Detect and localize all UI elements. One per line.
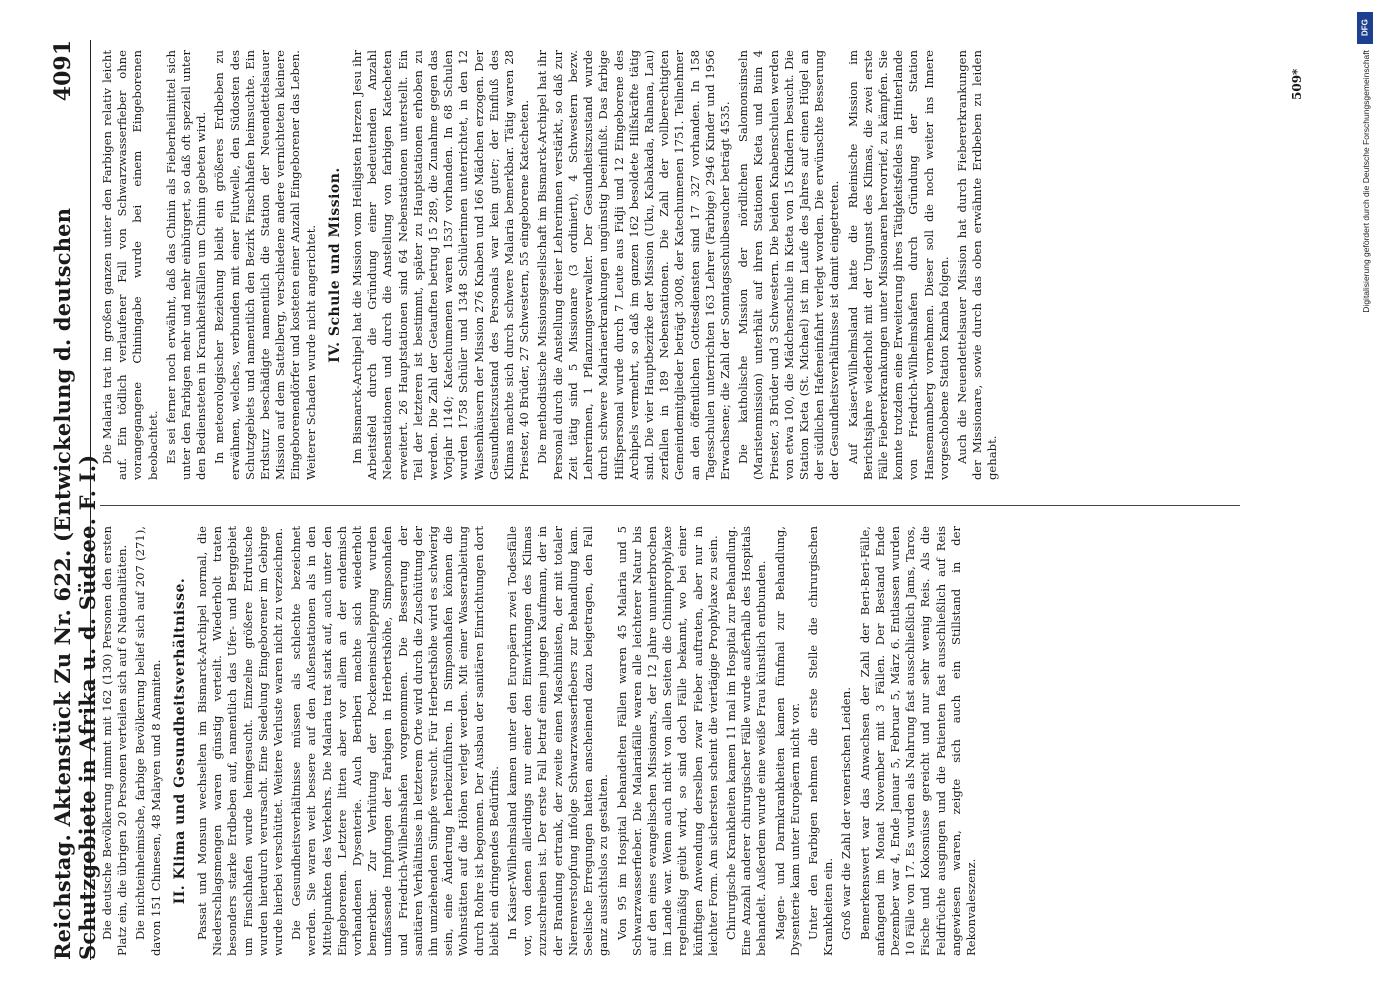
paragraph: Bemerkenswert war das Anwachsen der Zahl der Beri-Beri-Fälle, anfangend im Monat November mit 3 Fällen. Der Bestand Ende Dezember war 4, Ende Januar 5, Februar 5, März 6. Entlassen wurden 10 Fälle von 17. Es wurden als Nahrung fast ausschließlich Jams, Taros, Fische und Kokosnüsse gereicht und nur sehr wenig Reis. Als die Feldfrüchte ausgingen und die Patienten fast ausschließlich auf Reis angewiesen waren, zeigte sich auch ein Stillstand in der Rekonvaleszenz.: [857, 526, 978, 956]
signature-mark: 509*: [1290, 68, 1304, 100]
paragraph: Die deutsche Bevölkerung nimmt mit 162 (130) Personen den ersten Platz ein, die übrigen 20 Personen verteilen sich auf 6 Nationalitäten.: [100, 526, 130, 956]
paragraph: Groß war die Zahl der venerischen Leiden.: [839, 687, 854, 940]
paragraph: In meteorologischer Beziehung bleibt ein größeres Erdbeben zu erwähnen, welches, verbunden mit einer Flutwelle, den Südosten des Schutzgebiets und namentlich den Bezirk Finschhafen heimsuchte. Ein Erdsturz beschädigte namentlich die Station der Neuendettelsauer Mission auf dem Sattelberg, verschiedene andere vernichteten kleinere Eingeborenendörfer und kosteten einer Anzahl Eingeborener das Leben. Weiterer Schaden wurde nicht angerichtet.: [212, 50, 318, 480]
section-title: IV. Schule und Mission.: [326, 167, 343, 363]
paragraph: Die Gesundheitsverhältnisse müssen als schlechte bezeichnet werden. Sie waren weit bessere auf den Außenstationen als in den Mittelpunkten des Verkehrs. Die Malaria trat stark auf, auch unter den Eingeborenen. Letztere litten aber vor allem an der endemisch vorhandenen Dysenterie. Auch Beriberi machte sich wiederholt bemerkbar. Zur Verhütung der Pockeneinschleppung wurden umfassende Impfungen der Farbigen in Herbertshöhe, Simpsonhafen und Friedrich-Wilhelmshafen vorgenommen. Die Besserung der sanitären Verhältnisse in letzterem Orte wird durch die Zuschüttung der ihn umziehenden Sümpfe versucht. Für Herbertshöhe wird es schwierig sein, eine Änderung herbeizuführen. In Simpsonhafen können die Wohnstätten auf die Höhen verlegt werden. Mit einer Wasserableitung durch Rohre ist begonnen. Der Ausbau der sanitären Einrichtungen dort bleibt ein dringendes Bedürfnis.: [289, 526, 501, 956]
paragraph: Magen- und Darmkrankheiten kamen fünfmal zur Behandlung, Dysenterie kam unter Europäern nicht vor.: [772, 526, 802, 956]
paragraph: Passat und Monsun wechselten im Bismarck-Archipel normal, die Niederschlagsmengen waren günstig verteilt. Wiederholt traten besonders starke Erdbeben auf, namentlich das Ufer- und Berggebiet um Finschhafen wurde heimgesucht. Einzelne größere Erdrutsche wurden hierdurch verursacht. Eine Siedelung Eingeborener im Gebirge wurde hierbei verschüttet. Weitere Verluste waren nicht zu verzeichnen.: [195, 526, 286, 956]
dfg-credit: Digitalisierung gefördert durch die Deutsche Forschungsgemeinschaft: [1361, 50, 1371, 313]
paragraph: Die methodistische Missionsgesellschaft im Bismarck-Archipel hat ihr Personal durch die Anstellung dreier Lehrerinnen verstärkt, so daß zur Zeit tätig sind 5 Missionare (3 ordiniert), 4 Schwestern bezw. Lehrerinnen, 1 Pflanzungsverwalter. Der Gesundheitszustand wurde durch schwere Malariaerkrankungen ungünstig beeinflußt. Das farbige Hilfspersonal wurde durch 7 Leute aus Fidji und 12 Eingeborene des Archipels vermehrt, so daß im ganzen 162 besoldete Hilfskräfte tätig sind. Die vier Hauptbezirke der Mission (Uku, Kabakada, Ralnana, Lau) zerfallen in 189 Nebenstationen. Die Zahl der vollberechtigten Gemeindemitglieder beträgt 3008, der Katechumenen 1751. Teilnehmer an den öffentlichen Gottesdiensten sind 17 327 vorhanden. In 158 Tagesschulen unterrichten 163 Lehrer (Farbige) 2946 Kinder und 1956 Erwachsene; die Zahl der Sonntagsschulbesucher beträgt 4535.: [535, 50, 732, 480]
paragraph: Chirurgische Krankheiten kamen 11 mal im Hospital zur Behandlung. Eine Anzahl anderer chirurgischer Fälle wurde außerhalb des Hospitals behandelt. Außerdem wurde eine weiße Frau künstlich entbunden.: [723, 526, 769, 956]
dfg-sidebar: [1351, 6, 1377, 996]
dfg-logo: DFG: [1357, 12, 1373, 44]
page-number: 4091: [50, 40, 76, 102]
column-divider: [100, 505, 1240, 506]
header-title: Reichstag. Aktenstück Zu Nr. 622. (Entwickelung d. deutschen Schutzgebiete in Afrika u. d. Südsee. F. I.): [50, 207, 100, 960]
paragraph: Unter den Farbigen nehmen die erste Stelle die chirurgischen Krankheiten ein.: [805, 526, 836, 956]
paragraph: Die nichteinheimische, farbige Bevölkerung belief sich auf 207 (271), davon 151 Chinesen, 48 Malayen und 8 Anamiten.: [133, 526, 163, 956]
paragraph: Auf Kaiser-Wilhelmsland hatte die Rheinische Mission im Berichtsjahre wiederholt mit der Ungunst des Klimas, die zwei erste Fälle Fiebererkrankungen unter Missionaren hervorrief, zu kämpfen. Sie konnte trotzdem eine Erweiterung ihres Tätigkeitsfeldes im Hinterlande von Friedrich-Wilhelmshafen durch Gründung der Station Hansemannberg vornehmen. Dieser soll die noch weiter ins Innere vorgeschobene Station Kamba folgen.: [845, 50, 951, 480]
paragraph: Die katholische Mission der nördlichen Salomonsinseln (Maristenmission) unterhält auf ihren Stationen Kieta und Buin 4 Priester, 3 Brüder und 3 Schwestern. Die beiden Knabenschulen werden von etwa 100, die Mädchenschule in Kieta von 15 Kindern besucht. Die Station Kieta (St. Michael) ist im Laufe des Jahres auf einen Hügel an der südlichen Hafeneinfahrt verlegt worden. Die erwünschte Besserung der Gesundheitsverhältnisse ist damit eingetreten.: [736, 50, 842, 480]
left-column: [100, 526, 1280, 956]
paragraph: Die Malaria trat im großen ganzen unter den Farbigen relativ leicht auf. Ein tödlich verlaufener Fall von Schwarzwasserfieber ohne vorangegangene Chiningabe wurde bei einem Eingeborenen beobachtet.: [100, 50, 160, 480]
paragraph: In Kaiser-Wilhelmsland kamen unter den Europäern zwei Todesfälle vor, von denen allerdings nur einer den Einwirkungen des Klimas zuzuschreiben ist. Der erste Fall betraf einen jungen Kaufmann, der in der Brandung ertrank, der zweite einen Maschinisten, der mit totaler Nierenverstopfung infolge Schwarzwasserfiebers zur Behandlung kam. Seelische Erregungen hatten anscheinend dazu beigetragen, den Fall ganz aussichtslos zu gestalten.: [505, 526, 611, 956]
paragraph: Von 95 im Hospital behandelten Fällen waren 45 Malaria und 5 Schwarzwasserfieber. Die Malariafälle waren alle leichterer Natur bis auf den eines evangelischen Missionars, der 12 Jahre ununterbrochen im Lande war. Wenn auch nicht von allen Seiten die Chininprophylaxe regelmäßig geübt wird, so sind doch Fälle bekannt, wo bei einer künftigen Anwendung derselben zwar Fieber auftraten, aber nur in leichter Form. Am sichersten scheint die viertägige Prophylaxe zu sein.: [614, 526, 720, 956]
page-header: [50, 40, 100, 960]
paragraph: Im Bismarck-Archipel hat die Mission vom Heiligsten Herzen Jesu ihr Arbeitsfeld durch die Gründung einer bedeutenden Anzahl Nebenstationen und durch die Anstellung von farbigen Katecheten erweitert. 26 Hauptstationen sind 64 Nebenstationen unterstellt. Ein Teil der letzteren ist bestimmt, später zu Hauptstationen erhoben zu werden. Die Zahl der Getauften betrug 15 289, die Zunahme gegen das Vorjahr 1140; Katechumenen waren 1537 vorhanden. In 68 Schulen wurden 1758 Schüler und 1348 Schülerinnen unterrichtet, in den 12 Waisenhäusern der Mission 276 Knaben und 166 Mädchen erzogen. Der Gesundheitszustand des Personals war kein guter; der Einfluß des Klimas machte sich durch schwere Malaria bemerkbar. Tätig waren 28 Priester, 40 Brüder, 27 Schwestern, 55 eingeborene Katecheten.: [350, 50, 532, 480]
right-column: [100, 50, 1280, 480]
paragraph: Es sei ferner noch erwähnt, daß das Chinin als Fieberheilmittel sich unter den Farbigen mehr und mehr einbürgert, so daß oft speziell unter den Bediensteten in Krankheitsfällen um Chinin gebeten wird.: [163, 50, 209, 480]
paragraph: Auch die Neuendettelsauer Mission hat durch Fiebererkrankungen der Missionare, sowie durch das oben erwähnte Erdbeben zu leiden gehabt.: [954, 50, 1000, 480]
section-title: II. Klima und Gesundheitsverhältnisse.: [171, 577, 188, 905]
